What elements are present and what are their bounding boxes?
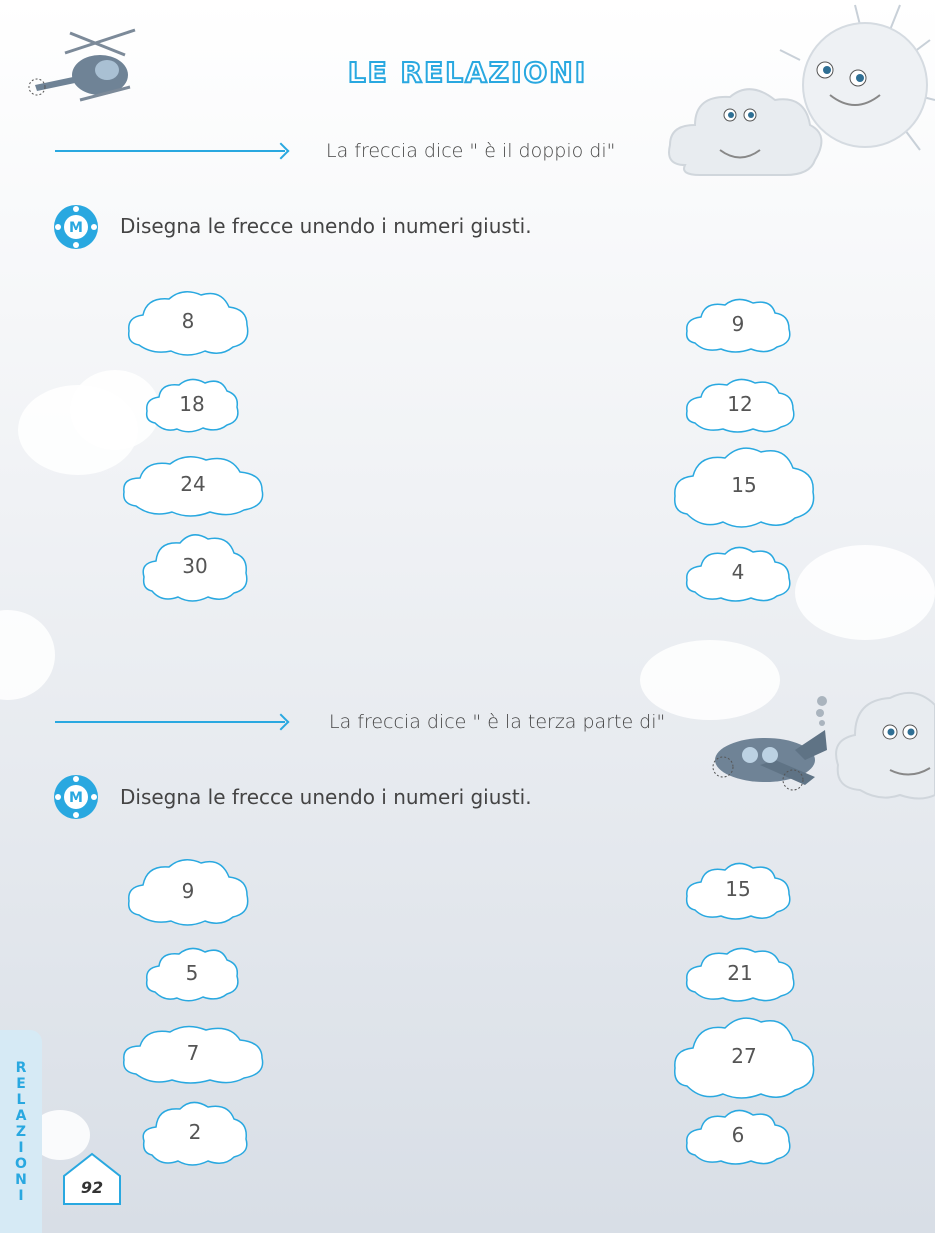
side-label-letter: N (15, 1172, 27, 1188)
number-cloud[interactable] (120, 450, 266, 518)
page-number-badge (60, 1150, 124, 1208)
cloud-number: 30 (182, 554, 208, 578)
side-label-letter: R (15, 1060, 27, 1076)
cloud-number: 4 (731, 560, 745, 584)
side-label-letter: E (16, 1076, 26, 1092)
cloud-number: 5 (185, 961, 199, 985)
number-cloud[interactable] (143, 373, 241, 435)
side-label-letter: I (18, 1140, 24, 1156)
number-cloud[interactable] (683, 942, 797, 1004)
cloud-number: 2 (188, 1120, 202, 1144)
cloud-number: 21 (727, 961, 753, 985)
number-cloud[interactable] (683, 540, 793, 604)
number-cloud[interactable] (671, 440, 817, 530)
page-title: LE RELAZIONI (347, 56, 588, 89)
side-label-letter: O (15, 1156, 27, 1172)
number-cloud[interactable] (683, 293, 793, 355)
number-cloud[interactable] (125, 853, 251, 929)
cloud-number: 27 (731, 1044, 757, 1068)
instruction-text: Disegna le frecce unendo i numeri giusti. (120, 214, 532, 238)
number-cloud[interactable] (120, 1020, 266, 1086)
m-badge-letter: M (69, 220, 83, 236)
number-cloud[interactable] (683, 373, 797, 435)
smiling-cloud-icon (665, 75, 830, 190)
side-label (10, 1060, 32, 1204)
instruction-text: Disegna le frecce unendo i numeri giusti. (120, 785, 532, 809)
m-badge-icon (52, 773, 100, 821)
airplane-icon (705, 695, 835, 800)
arrow-legend-head (273, 714, 290, 731)
cloud-number: 18 (179, 392, 205, 416)
number-cloud[interactable] (140, 1095, 250, 1169)
number-cloud[interactable] (140, 527, 250, 605)
number-cloud[interactable] (683, 856, 793, 922)
side-label-letter: I (18, 1188, 24, 1204)
arrow-legend-line (55, 721, 285, 723)
side-label-letter: Z (15, 1124, 27, 1140)
arrow-caption: La freccia dice " è la terza parte di" (329, 711, 666, 733)
cloud-number: 15 (731, 473, 757, 497)
page-number: 92 (80, 1178, 104, 1197)
cloud-number: 12 (727, 392, 753, 416)
arrow-caption: La freccia dice " è il doppio di" (326, 140, 616, 162)
smiling-cloud-icon (830, 680, 935, 805)
number-cloud[interactable] (143, 942, 241, 1004)
number-cloud[interactable] (671, 1010, 817, 1102)
side-label-letter: L (16, 1092, 26, 1108)
side-label-letter: A (15, 1108, 27, 1124)
m-badge-icon (52, 203, 100, 251)
cloud-number: 24 (180, 472, 206, 496)
cloud-number: 6 (731, 1123, 745, 1147)
background-cloud (795, 545, 935, 640)
cloud-number: 15 (725, 877, 751, 901)
arrow-legend-line (55, 150, 285, 152)
cloud-number: 9 (181, 879, 195, 903)
arrow-legend-head (273, 143, 290, 160)
cloud-number: 9 (731, 312, 745, 336)
number-cloud[interactable] (125, 285, 251, 357)
cloud-number: 8 (181, 309, 195, 333)
background-cloud (0, 610, 55, 700)
number-cloud[interactable] (683, 1103, 793, 1167)
cloud-number: 7 (186, 1041, 200, 1065)
m-badge-letter: M (69, 790, 83, 806)
